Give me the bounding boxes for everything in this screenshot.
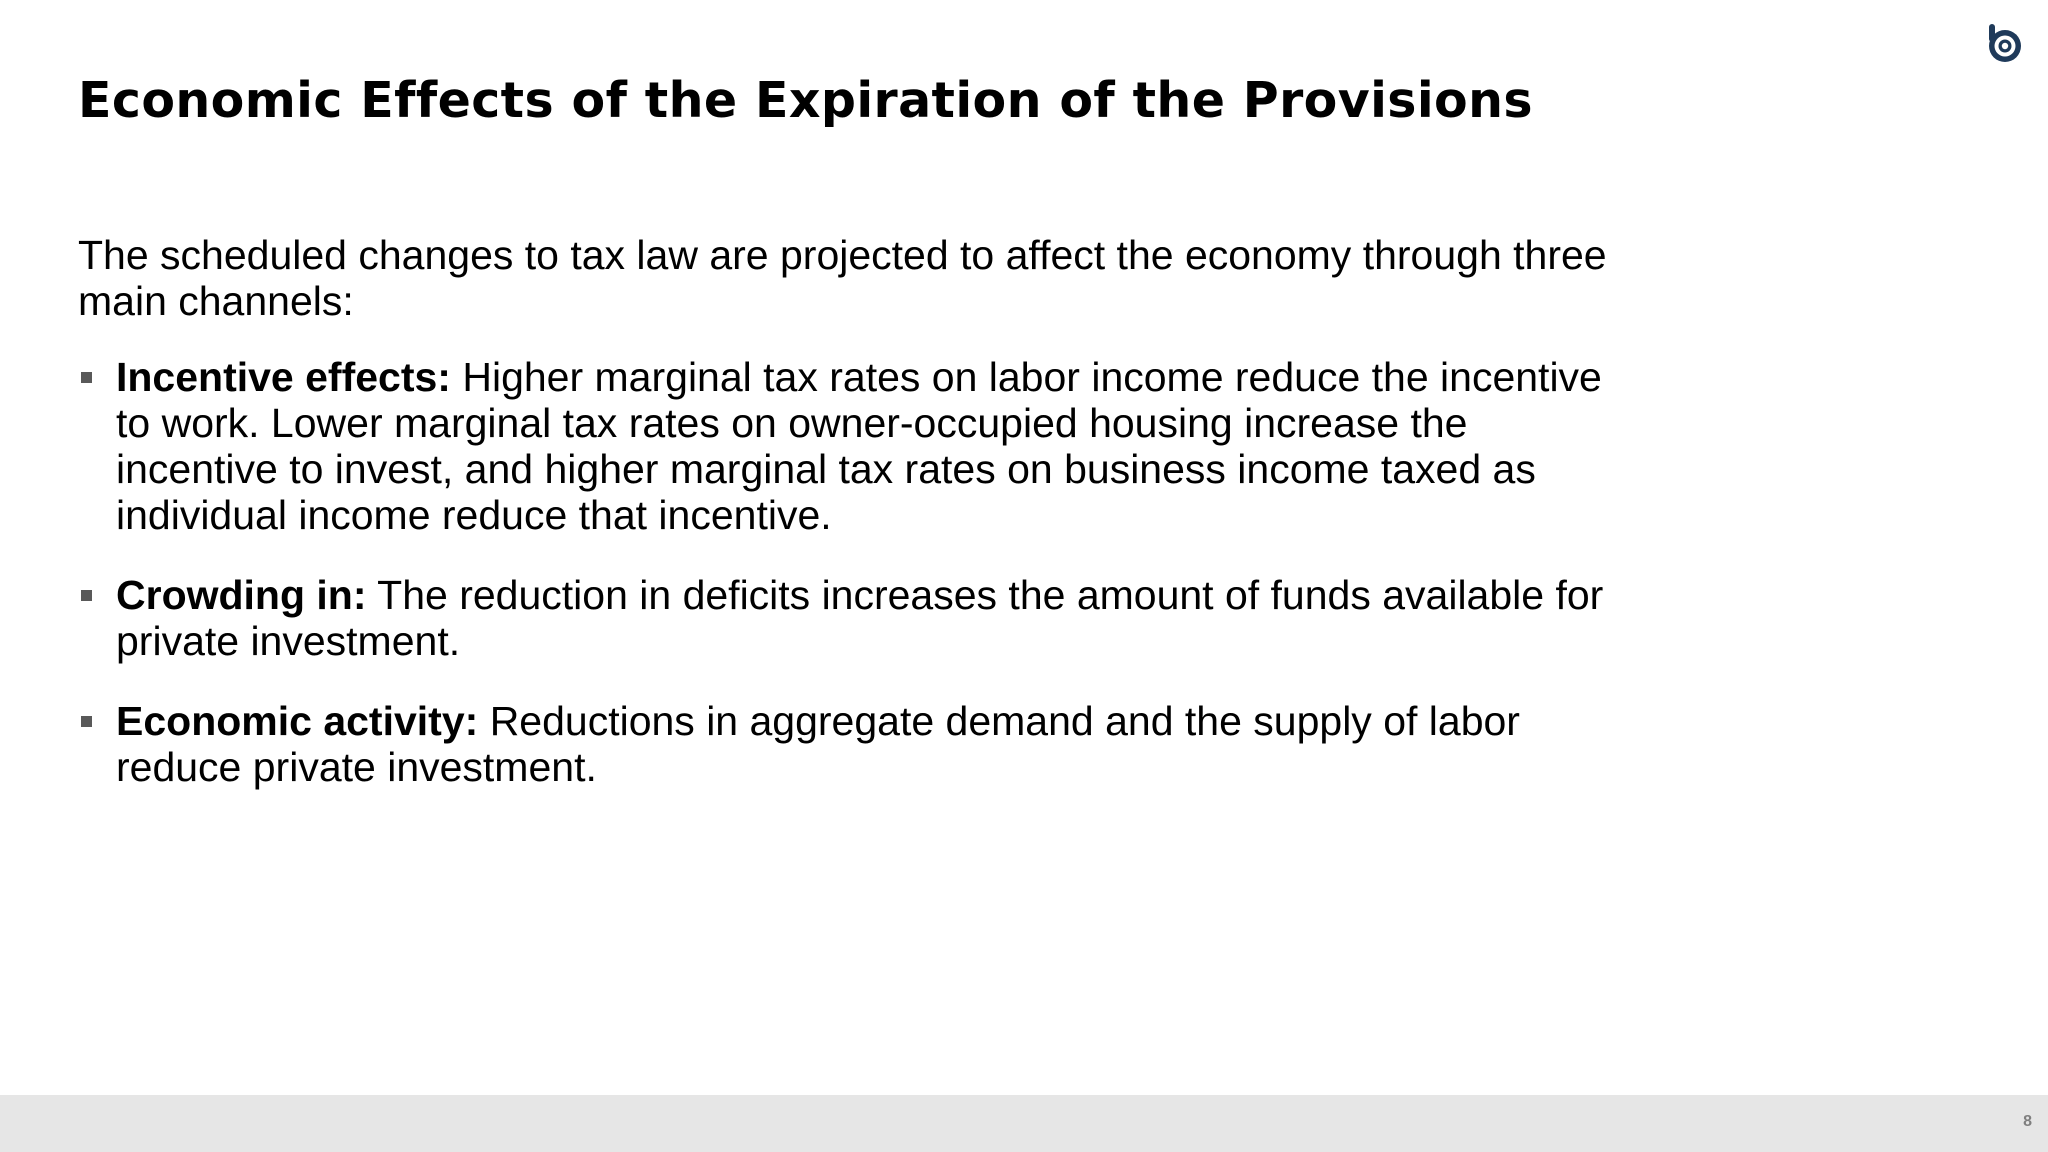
bullet-lead: Economic activity:	[116, 698, 479, 744]
bullet-text: Reductions in aggregate demand and the supply of labor reduce private investment.	[116, 698, 1520, 790]
square-bullet-icon	[81, 590, 92, 601]
bullet-list	[78, 354, 1638, 790]
slide-title: Economic Effects of the Expiration of the Provisions	[78, 72, 1533, 129]
bullet-text: Higher marginal tax rates on labor income reduce the incentive to work. Lower marginal tax rates on owner-occupied housing increase the incentive to invest, and higher marginal tax rates on business income taxed as individual income reduce that incentive.	[116, 354, 1602, 538]
bullet-item-economic-activity	[78, 698, 1638, 790]
bullet-item-incentive-effects	[78, 354, 1638, 538]
slide-body	[78, 232, 1638, 824]
bullet-lead: Incentive effects:	[116, 354, 451, 400]
bullet-text: The reduction in deficits increases the amount of funds available for private investment.	[116, 572, 1604, 664]
square-bullet-icon	[81, 716, 92, 727]
intro-paragraph: The scheduled changes to tax law are projected to affect the economy through three main channels:	[78, 232, 1607, 324]
bullet-item-crowding-in	[78, 572, 1638, 664]
square-bullet-icon	[81, 372, 92, 383]
footer-bar	[0, 1095, 2048, 1152]
organization-logo-icon	[1984, 22, 2026, 64]
page-number: 8	[2023, 1113, 2032, 1130]
bullet-lead: Crowding in:	[116, 572, 367, 618]
